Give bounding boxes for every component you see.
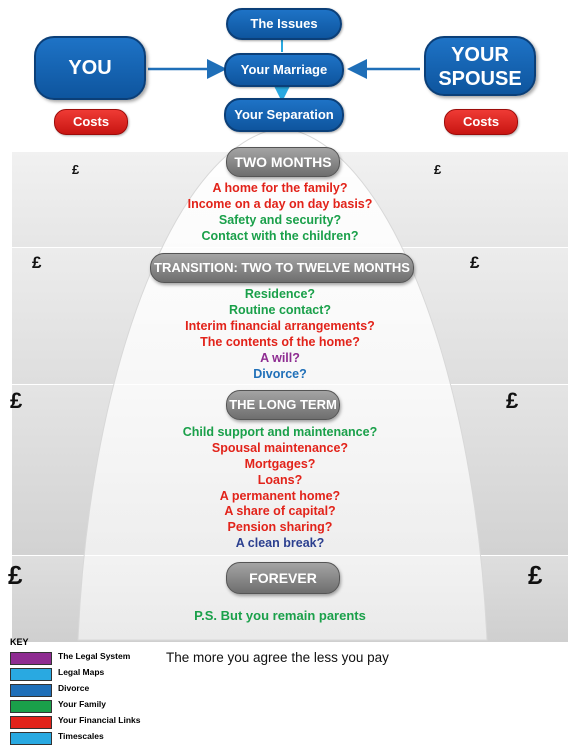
pound-left-2: £ [32, 253, 42, 272]
key-swatch [10, 668, 52, 681]
section-item: P.S. But you remain parents [194, 608, 366, 623]
pound-right-1: £ [434, 162, 442, 177]
section-item: Child support and maintenance? [182, 425, 378, 439]
key-label: Timescales [58, 731, 104, 741]
key-swatch [10, 732, 52, 745]
section-item: A home for the family? [212, 181, 348, 195]
section-title-long-term: THE LONG TERM [226, 390, 340, 420]
section-item: Interim financial arrangements? [185, 319, 375, 333]
section-item: A share of capital? [224, 504, 336, 518]
section-item: Residence? [244, 287, 316, 301]
pound-right-4: £ [528, 560, 543, 590]
section-title-two-months: TWO MONTHS [226, 147, 340, 177]
key-swatch [10, 684, 52, 697]
section-item: Routine contact? [228, 303, 332, 317]
section-title-transition: TRANSITION: TWO TO TWELVE MONTHS [150, 253, 414, 283]
key-label: Legal Maps [58, 667, 105, 677]
marriage-pill: Your Marriage [224, 53, 344, 87]
section-item: Mortgages? [244, 457, 316, 471]
section-item: Loans? [257, 473, 303, 487]
costs-left: Costs [54, 109, 128, 135]
section-item: The contents of the home? [200, 335, 360, 349]
section-item: A will? [260, 351, 300, 365]
key-swatch [10, 652, 52, 665]
key-label: Your Financial Links [58, 715, 141, 725]
section-item: Contact with the children? [201, 229, 359, 243]
section-item: Pension sharing? [227, 520, 333, 534]
pound-left-3: £ [10, 388, 23, 413]
spouse-line-2: SPOUSE [438, 68, 522, 90]
pound-left-4: £ [8, 560, 23, 590]
key-swatch [10, 716, 52, 729]
pound-left-1: £ [72, 162, 80, 177]
section-item: Income on a day on day basis? [187, 197, 373, 211]
key-title: KEY [10, 637, 29, 647]
key-label: The Legal System [58, 651, 131, 661]
costs-right: Costs [444, 109, 518, 135]
spouse-line-1: YOUR [451, 44, 509, 66]
spouse-box [424, 36, 536, 96]
section-title-forever: FOREVER [226, 562, 340, 594]
section-item: Safety and security? [218, 213, 342, 227]
section-item: Divorce? [253, 367, 307, 381]
key-swatch [10, 700, 52, 713]
key-label: Your Family [58, 699, 107, 709]
footer-text: The more you agree the less you pay [166, 650, 389, 665]
key-label: Divorce [58, 683, 90, 693]
issues-pill: The Issues [226, 8, 342, 40]
section-item: A permanent home? [219, 489, 341, 503]
pound-right-3: £ [506, 388, 519, 413]
separation-pill: Your Separation [224, 98, 344, 132]
section-item: Spousal maintenance? [211, 441, 349, 455]
pound-right-2: £ [470, 253, 480, 272]
you-box: YOU [34, 36, 146, 100]
section-item: A clean break? [235, 536, 325, 550]
